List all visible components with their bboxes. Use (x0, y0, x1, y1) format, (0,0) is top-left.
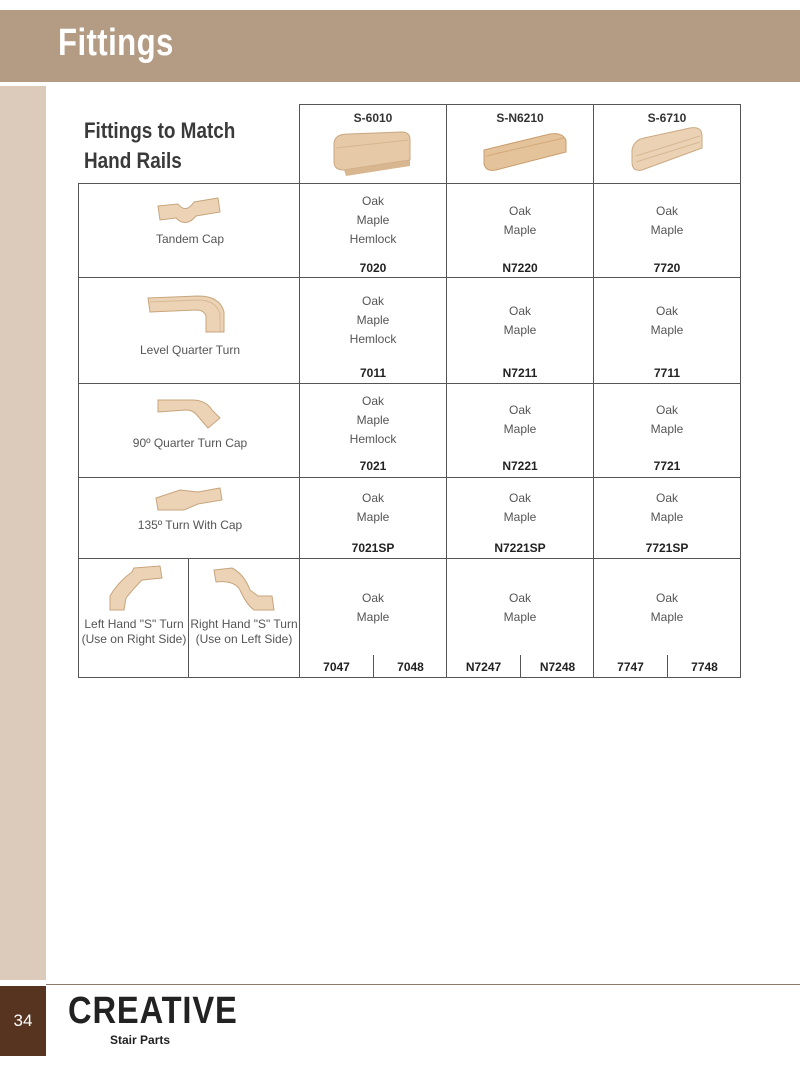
part-code: 7020 (359, 261, 387, 275)
species-item: Maple (356, 313, 390, 327)
part-code: 7048 (397, 660, 424, 674)
species-list (300, 192, 446, 249)
species-list (447, 401, 593, 439)
species-item: Oak (508, 591, 531, 605)
species-item: Oak (655, 403, 678, 417)
species-item: Maple (650, 223, 684, 237)
row-label: 135º Turn With Cap (137, 518, 243, 532)
species-list (447, 202, 593, 240)
species-item: Hemlock (349, 432, 397, 446)
part-code: 7721 (653, 459, 681, 473)
part-code: 7720 (653, 261, 681, 275)
species-item: Oak (508, 403, 531, 417)
footer-rule (46, 984, 800, 985)
species-item: Maple (650, 422, 684, 436)
table-intro (84, 116, 235, 176)
species-list (594, 302, 740, 340)
species-list (300, 589, 446, 627)
table-rule (78, 558, 741, 559)
species-list (594, 401, 740, 439)
species-item: Maple (503, 323, 537, 337)
species-item: Hemlock (349, 232, 397, 246)
tandem-cap-image (156, 194, 222, 228)
table-rule (78, 277, 741, 278)
table-rule (78, 183, 741, 184)
handrail-6010-image (330, 130, 414, 178)
species-item: Oak (655, 304, 678, 318)
brand-logo: CREATIVE (68, 990, 238, 1032)
part-code: 7711 (653, 366, 681, 380)
species-item: Oak (361, 591, 384, 605)
species-item: Oak (361, 394, 384, 408)
species-item: Oak (508, 204, 531, 218)
row-label-line: Right Hand "S" Turn (190, 617, 298, 631)
column-code: S-6010 (353, 111, 393, 125)
species-item: Maple (503, 510, 537, 524)
table-rule (78, 183, 79, 678)
species-item: Oak (508, 491, 531, 505)
species-item: Maple (503, 422, 537, 436)
turn-135-cap-image (154, 484, 224, 514)
species-list (447, 589, 593, 627)
row-label-left (80, 617, 188, 647)
species-item: Maple (356, 510, 390, 524)
species-item: Maple (356, 610, 390, 624)
species-item: Hemlock (349, 332, 397, 346)
left-hand-s-turn-image (104, 564, 164, 614)
species-list (300, 392, 446, 449)
species-item: Maple (650, 323, 684, 337)
row-label-right (189, 617, 299, 647)
column-code: S-N6210 (496, 111, 544, 125)
row-label: 90º Quarter Turn Cap (132, 436, 248, 450)
species-item: Maple (650, 610, 684, 624)
species-list (447, 302, 593, 340)
table-rule (740, 104, 741, 678)
right-hand-s-turn-image (212, 564, 276, 614)
row-label: Tandem Cap (155, 232, 225, 246)
part-code: 7011 (359, 366, 387, 380)
part-code: 7747 (617, 660, 644, 674)
part-code: N7248 (539, 660, 576, 674)
handrail-6710-image (628, 126, 706, 178)
column-code: S-6710 (647, 111, 687, 125)
species-list (447, 489, 593, 527)
part-code: 7748 (691, 660, 718, 674)
part-code: N7220 (502, 261, 538, 275)
table-rule (78, 477, 741, 478)
species-item: Oak (655, 491, 678, 505)
species-item: Oak (361, 194, 384, 208)
species-item: Oak (655, 591, 678, 605)
intro-line: Hand Rails (84, 148, 182, 173)
row-label-line: Left Hand "S" Turn (84, 617, 184, 631)
part-code: 7721SP (645, 541, 689, 555)
species-list (594, 489, 740, 527)
species-item: Oak (655, 204, 678, 218)
species-item: Maple (503, 610, 537, 624)
species-item: Maple (650, 510, 684, 524)
part-code: 7047 (323, 660, 350, 674)
species-item: Maple (503, 223, 537, 237)
part-code: N7221 (502, 459, 538, 473)
part-code: 7021 (359, 459, 387, 473)
species-item: Oak (508, 304, 531, 318)
quarter-turn-cap-image (156, 394, 222, 430)
page-title: Fittings (58, 22, 174, 64)
species-list (594, 202, 740, 240)
row-label-line: (Use on Left Side) (195, 632, 293, 646)
part-code: 7021SP (351, 541, 395, 555)
part-code: N7211 (502, 366, 538, 380)
handrail-n6210-image (480, 130, 570, 176)
part-code: N7221SP (494, 541, 546, 555)
row-label: Level Quarter Turn (139, 343, 241, 357)
species-item: Oak (361, 294, 384, 308)
row-label-line: (Use on Right Side) (81, 632, 187, 646)
intro-line: Fittings to Match (84, 118, 236, 143)
part-code: N7247 (465, 660, 502, 674)
table-rule (78, 383, 741, 384)
species-list (300, 489, 446, 527)
species-list (594, 589, 740, 627)
page-number: 34 (0, 986, 46, 1056)
level-quarter-turn-image (146, 288, 230, 336)
species-item: Maple (356, 413, 390, 427)
table-rule (299, 104, 741, 105)
species-item: Maple (356, 213, 390, 227)
species-item: Oak (361, 491, 384, 505)
species-list (300, 292, 446, 349)
table-rule (78, 677, 741, 678)
side-strip (0, 86, 46, 980)
brand-subtitle: Stair Parts (110, 1033, 171, 1047)
